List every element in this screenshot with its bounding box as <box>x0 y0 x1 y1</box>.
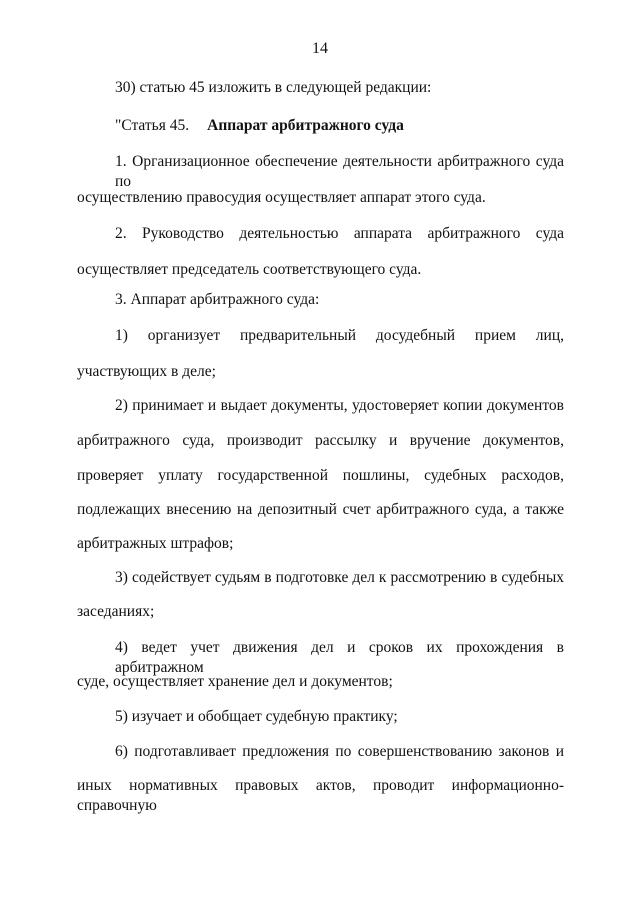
item-1-line-1: 1) организует предварительный досудебный прием лиц, <box>115 327 564 344</box>
article-number: "Статья 45. <box>115 117 190 134</box>
item-5: 5) изучает и обобщает судебную практику; <box>115 708 398 725</box>
item-2-line-2: арбитражного суда, производит рассылку и вручение документов, <box>77 432 564 449</box>
item-1-line-2: участвующих в деле; <box>77 363 216 380</box>
item-6-line-2: иных нормативных правовых актов, проводит информационно-справочную <box>77 777 564 814</box>
item-3-line-1: 3) содействует судьям в подготовке дел к рассмотрению в судебных <box>115 569 564 586</box>
item-2-line-1: 2) принимает и выдает документы, удостоверяет копии документов <box>115 397 564 414</box>
article-title: Аппарат арбитражного суда <box>207 117 404 134</box>
item-4-line-1: 4) ведет учет движения дел и сроков их прохождения в арбитражном <box>115 639 564 676</box>
page-number: 14 <box>312 40 328 57</box>
paragraph-1-line-2: осуществлению правосудия осуществляет аппарат этого суда. <box>77 189 486 206</box>
paragraph-2-line-1: 2. Руководство деятельностью аппарата арбитражного суда <box>115 225 564 242</box>
paragraph-1-line-1: 1. Организационное обеспечение деятельности арбитражного суда по <box>115 153 564 190</box>
paragraph-30: 30) статью 45 изложить в следующей редакции: <box>115 79 432 96</box>
item-2-line-3: проверяет уплату государственной пошлины, судебных расходов, <box>77 467 564 484</box>
item-4-line-2: суде, осуществляет хранение дел и документов; <box>77 673 393 690</box>
paragraph-2-line-2: осуществляет председатель соответствующего суда. <box>77 261 422 278</box>
item-3-line-2: заседаниях; <box>77 603 155 620</box>
article-heading <box>115 116 404 136</box>
item-2-line-5: арбитражных штрафов; <box>77 535 234 552</box>
item-6-line-1: 6) подготавливает предложения по совершенствованию законов и <box>115 743 564 760</box>
paragraph-3: 3. Аппарат арбитражного суда: <box>115 291 320 308</box>
item-2-line-4: подлежащих внесению на депозитный счет арбитражного суда, а также <box>77 501 564 518</box>
